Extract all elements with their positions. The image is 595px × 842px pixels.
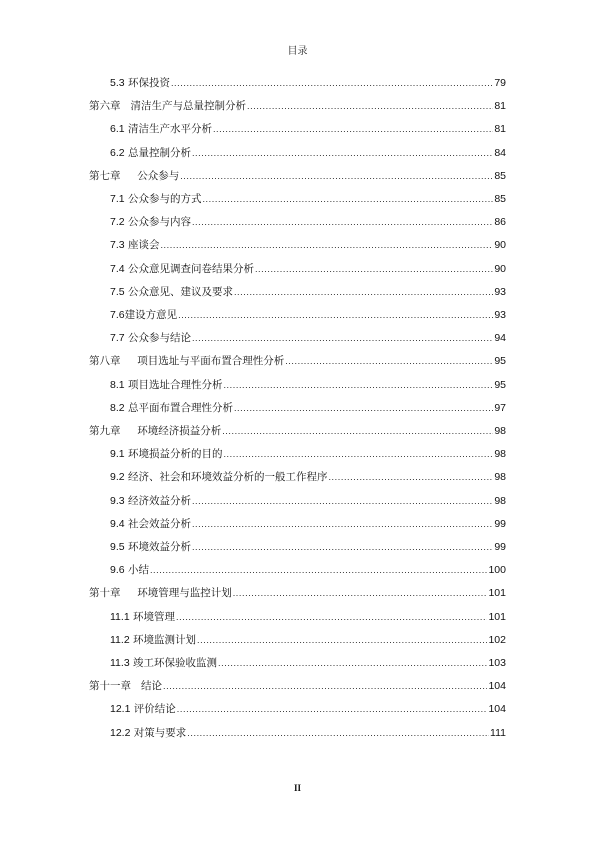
toc-entry-number: 7.4	[110, 262, 125, 275]
toc-section-entry[interactable]	[110, 281, 506, 299]
toc-entry-title	[110, 540, 191, 554]
toc-entry-label: 建设方意见	[124, 309, 178, 321]
toc-entry-title	[110, 517, 191, 531]
toc-chapter-entry[interactable]	[89, 95, 506, 113]
toc-entry-number: 第七章	[89, 169, 121, 182]
toc-entry-number: 7.6	[110, 309, 125, 321]
toc-entry-page: 95	[494, 378, 506, 391]
toc-entry-label: 公众意见调查问卷结果分析	[127, 262, 254, 275]
toc-entry-label: 公众参与	[137, 169, 180, 182]
toc-entry-title	[89, 679, 162, 693]
toc-dot-leader	[234, 401, 493, 415]
toc-entry-label: 结论	[141, 680, 163, 693]
toc-entry-separator	[121, 355, 138, 367]
toc-entry-title	[110, 470, 327, 484]
toc-entry-page: 85	[494, 169, 506, 182]
toc-dot-leader	[178, 308, 493, 322]
toc-section-entry[interactable]	[110, 234, 506, 252]
toc-entry-label: 公众参与结论	[127, 332, 191, 345]
toc-entry-number: 6.2	[110, 146, 125, 159]
toc-chapter-entry[interactable]	[89, 582, 506, 600]
toc-dot-leader	[223, 447, 493, 461]
toc-dot-leader	[197, 633, 487, 647]
toc-entry-number: 8.2	[110, 401, 125, 414]
toc-dot-leader	[222, 424, 493, 438]
toc-entry-number: 9.5	[110, 541, 125, 553]
toc-dot-leader	[255, 262, 493, 276]
toc-entry-number: 9.4	[110, 517, 125, 530]
toc-entry-page: 104	[488, 703, 506, 716]
toc-dot-leader	[176, 610, 487, 624]
toc-entry-number: 7.1	[110, 193, 125, 205]
toc-dot-leader	[180, 169, 493, 183]
toc-entry-page: 98	[494, 494, 506, 507]
toc-entry-label: 公众参与的方式	[127, 193, 202, 205]
toc-dot-leader	[247, 99, 493, 113]
toc-section-entry[interactable]	[110, 397, 506, 415]
toc-entry-title	[110, 656, 217, 670]
toc-entry-label: 总平面布置合理性分析	[127, 401, 233, 414]
toc-entry-page: 81	[494, 123, 506, 136]
toc-dot-leader	[177, 702, 488, 716]
toc-entry-number: 7.3	[110, 239, 125, 252]
toc-entry-label: 环境经济损益分析	[137, 425, 222, 437]
toc-section-entry[interactable]	[110, 327, 506, 345]
toc-entry-title	[110, 702, 176, 716]
toc-entry-label: 环保投资	[127, 77, 170, 89]
toc-entry-page: 101	[488, 610, 506, 623]
toc-entry-title	[89, 586, 232, 600]
toc-entry-separator	[121, 100, 131, 112]
toc-entry-page: 86	[494, 216, 506, 229]
toc-dot-leader	[192, 540, 493, 554]
toc-entry-page: 79	[494, 77, 506, 89]
toc-entry-number: 第十章	[89, 587, 121, 600]
toc-entry-label: 竣工环保验收监测	[133, 657, 218, 669]
toc-entry-title	[110, 726, 186, 740]
toc-section-entry[interactable]	[110, 536, 506, 554]
toc-entry-title	[110, 308, 177, 322]
toc-entry-title	[110, 285, 233, 299]
toc-dot-leader	[223, 378, 493, 392]
toc-section-entry[interactable]	[110, 118, 506, 136]
toc-section-entry[interactable]	[110, 513, 506, 531]
toc-entry-title	[89, 424, 221, 438]
toc-section-entry[interactable]	[110, 606, 506, 624]
toc-entry-label: 环境管理	[133, 610, 176, 623]
toc-entry-label: 经济、社会和环境效益分析的一般工作程序	[127, 471, 328, 484]
toc-entry-label: 总量控制分析	[127, 146, 191, 159]
toc-entry-page: 100	[488, 564, 506, 577]
toc-entry-label: 评价结论	[133, 703, 176, 716]
toc-entry-number: 12.2	[110, 726, 131, 739]
toc-entry-page: 99	[494, 541, 506, 553]
toc-entry-number: 8.1	[110, 378, 125, 391]
toc-entry-label: 清洁生产与总量控制分析	[130, 100, 247, 113]
toc-entry-number: 7.5	[110, 285, 125, 298]
toc-section-entry[interactable]	[110, 188, 506, 206]
toc-dot-leader	[202, 192, 493, 206]
toc-entry-page: 99	[494, 517, 506, 530]
toc-section-entry[interactable]	[110, 629, 506, 647]
toc-entry-title	[110, 262, 254, 276]
toc-entry-page: 103	[488, 657, 506, 669]
toc-dot-leader	[213, 122, 493, 136]
toc-entry-number: 9.1	[110, 448, 125, 461]
toc-entry-page: 85	[494, 193, 506, 205]
toc-chapter-entry[interactable]	[89, 675, 506, 693]
toc-section-entry[interactable]	[110, 374, 506, 392]
toc-entry-title	[110, 238, 159, 252]
toc-entry-label: 项目选址与平面布置合理性分析	[137, 355, 285, 368]
toc-entry-label: 环境管理与监控计划	[137, 587, 232, 600]
toc-entry-title	[89, 354, 284, 368]
toc-entry-page: 102	[488, 633, 506, 646]
toc-entry-label: 项目选址合理性分析	[127, 378, 223, 391]
toc-entry-number: 9.6	[110, 564, 125, 577]
toc-dot-leader	[192, 494, 493, 508]
toc-entry-page: 84	[494, 146, 506, 159]
toc-entry-page: 97	[494, 401, 506, 414]
toc-entry-number: 7.2	[110, 216, 125, 229]
toc-entry-number: 7.7	[110, 332, 125, 345]
toc-entry-separator	[121, 170, 138, 182]
toc-entry-title	[110, 378, 222, 392]
toc-entry-title	[110, 146, 191, 160]
toc-dot-leader	[187, 726, 489, 740]
toc-entry-number: 6.1	[110, 123, 125, 136]
toc-section-entry[interactable]	[110, 258, 506, 276]
toc-entry-label: 公众意见、建议及要求	[127, 285, 233, 298]
toc-entry-label: 环境损益分析的目的	[127, 448, 223, 461]
toc-entry-title	[110, 76, 170, 90]
toc-dot-leader	[163, 679, 487, 693]
toc-entry-page: 104	[488, 680, 506, 693]
toc-section-entry[interactable]	[110, 72, 506, 90]
toc-section-entry[interactable]	[110, 722, 506, 740]
toc-section-entry[interactable]	[110, 142, 506, 160]
toc-entry-number: 第六章	[89, 100, 121, 113]
toc-entry-title	[110, 610, 175, 624]
toc-entry-separator	[121, 587, 138, 599]
toc-section-entry[interactable]	[110, 211, 506, 229]
toc-entry-page: 93	[494, 285, 506, 298]
toc-entry-number: 第十一章	[89, 680, 131, 693]
toc-entry-label: 环境效益分析	[127, 541, 191, 553]
toc-section-entry[interactable]	[110, 466, 506, 484]
toc-entry-label: 公众参与内容	[127, 216, 191, 229]
toc-chapter-entry[interactable]	[89, 420, 506, 438]
toc-entry-number: 9.3	[110, 494, 125, 507]
toc-dot-leader	[192, 331, 493, 345]
toc-entry-number: 5.3	[110, 77, 125, 89]
toc-entry-page: 95	[494, 355, 506, 368]
toc-entry-title	[89, 169, 179, 183]
page-header-title: 目录	[287, 46, 308, 57]
toc-section-entry[interactable]	[110, 304, 506, 322]
toc-entry-number: 12.1	[110, 703, 131, 716]
toc-entry-label: 环境监测计划	[133, 633, 197, 646]
toc-section-entry[interactable]	[110, 698, 506, 716]
toc-entry-title	[110, 192, 201, 206]
toc-dot-leader	[285, 354, 493, 368]
toc-entry-title	[110, 633, 196, 647]
toc-entry-page: 81	[494, 100, 506, 113]
toc-entry-title	[110, 447, 222, 461]
toc-entry-page: 93	[494, 309, 506, 321]
toc-entry-title	[110, 122, 212, 136]
toc-entry-title	[110, 401, 233, 415]
toc-entry-title	[110, 563, 149, 577]
toc-dot-leader	[192, 215, 493, 229]
toc-entry-number: 11.1	[110, 610, 130, 623]
toc-entry-page: 98	[494, 448, 506, 461]
toc-section-entry[interactable]	[110, 652, 506, 670]
toc-entry-number: 11.3	[110, 657, 130, 669]
toc-entry-page: 98	[494, 425, 506, 437]
toc-entry-page: 98	[494, 471, 506, 484]
toc-entry-title	[110, 215, 191, 229]
toc-entry-page: 94	[494, 332, 506, 345]
toc-dot-leader	[234, 285, 493, 299]
toc-chapter-entry[interactable]	[89, 350, 506, 368]
page-number: II	[293, 783, 301, 793]
toc-section-entry[interactable]	[110, 559, 506, 577]
toc-dot-leader	[171, 76, 493, 90]
toc-entry-separator	[131, 680, 141, 692]
toc-entry-title	[110, 331, 191, 345]
toc-entry-label: 小结	[127, 564, 149, 577]
toc-dot-leader	[192, 517, 493, 531]
toc-entry-number: 第八章	[89, 355, 121, 368]
toc-entry-label: 经济效益分析	[127, 494, 191, 507]
toc-dot-leader	[233, 586, 488, 600]
toc-dot-leader	[328, 470, 493, 484]
toc-entry-label: 座谈会	[127, 239, 160, 252]
toc-dot-leader	[218, 656, 487, 670]
toc-entry-label: 清洁生产水平分析	[127, 123, 212, 136]
toc-entry-label: 社会效益分析	[127, 517, 191, 530]
toc-entry-separator	[121, 425, 138, 437]
toc-dot-leader	[192, 146, 493, 160]
toc-section-entry[interactable]	[110, 443, 506, 461]
toc-entry-label: 对策与要求	[133, 726, 187, 739]
toc-dot-leader	[150, 563, 488, 577]
toc-entry-title	[89, 99, 246, 113]
toc-entry-page: 90	[494, 239, 506, 252]
toc-entry-number: 11.2	[110, 633, 130, 646]
toc-dot-leader	[160, 238, 493, 252]
toc-entry-page: 90	[494, 262, 506, 275]
toc-entry-page: 101	[488, 587, 506, 600]
toc-entry-title	[110, 494, 191, 508]
toc-entry-number: 9.2	[110, 471, 125, 484]
toc-entry-page: 111	[490, 726, 506, 739]
toc-entry-number: 第九章	[89, 425, 121, 437]
toc-section-entry[interactable]	[110, 490, 506, 508]
toc-chapter-entry[interactable]	[89, 165, 506, 183]
